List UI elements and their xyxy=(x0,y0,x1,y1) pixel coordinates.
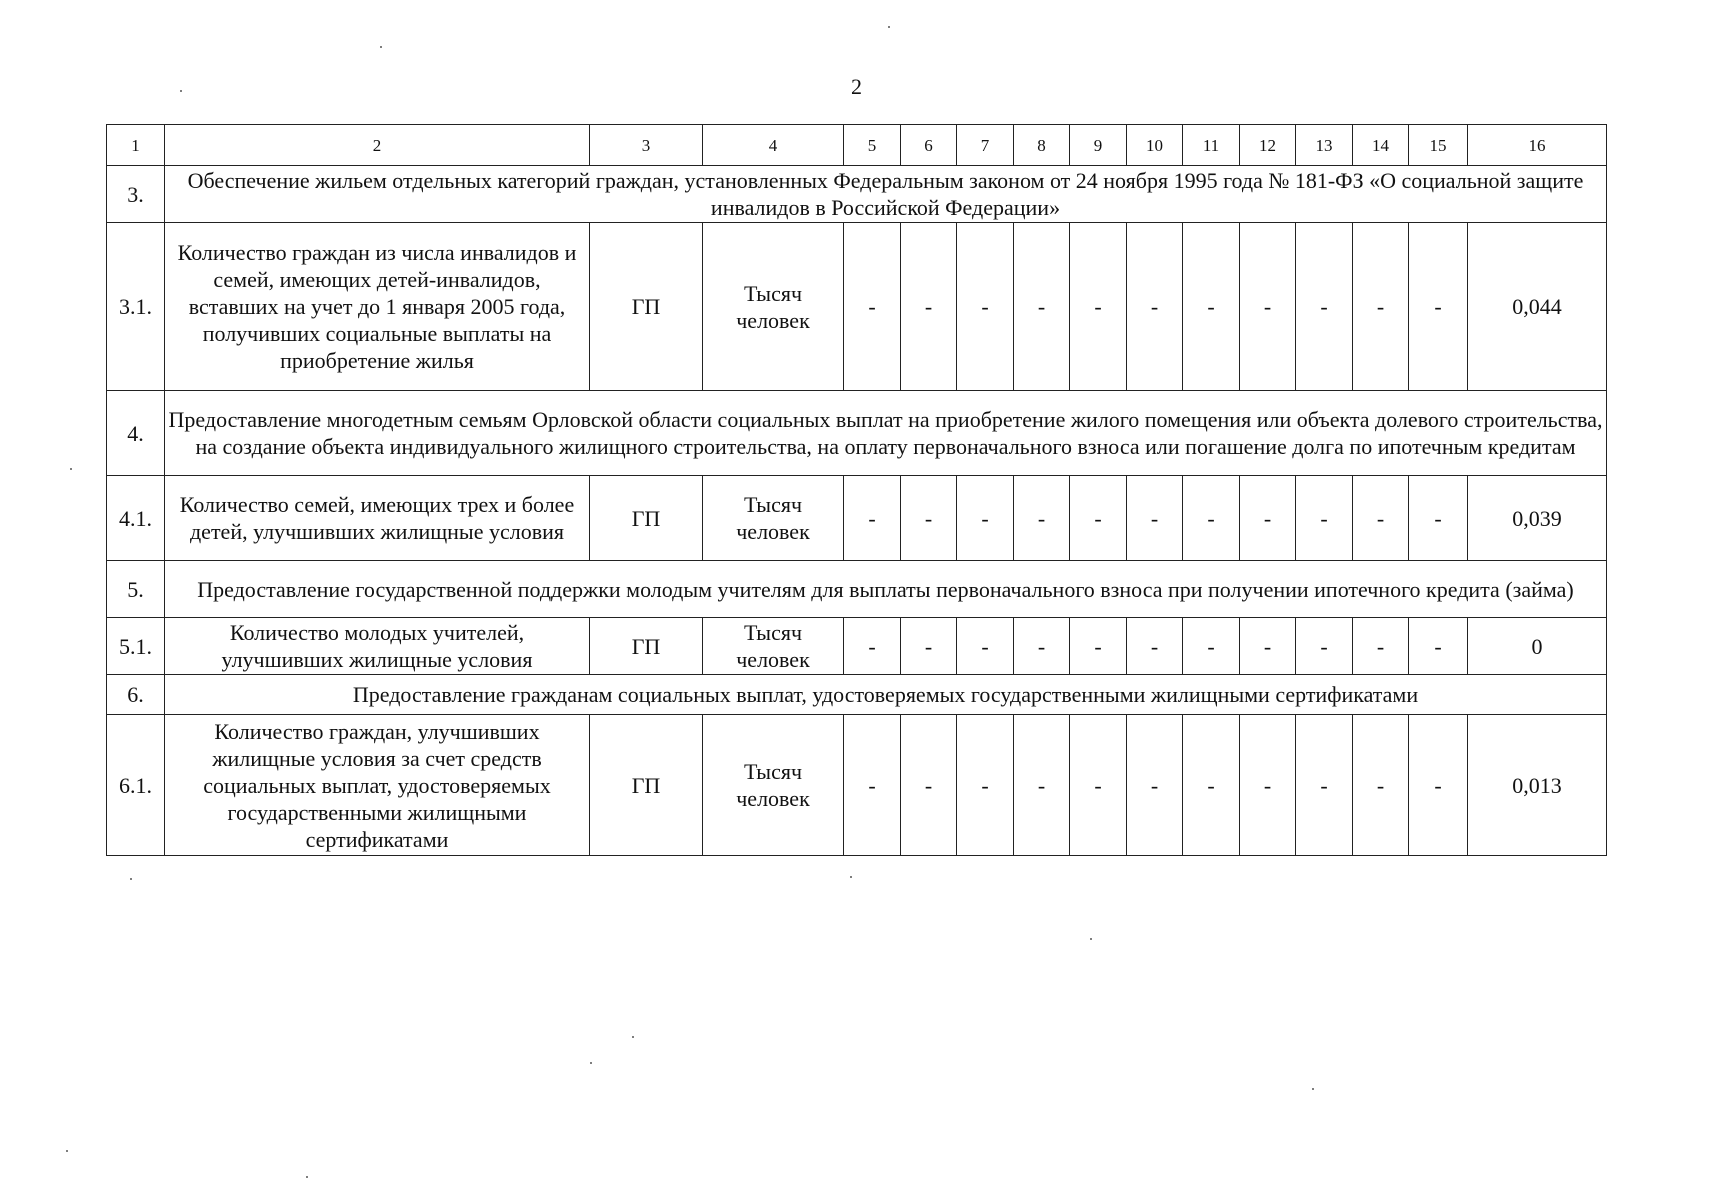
column-number-row xyxy=(107,125,1607,166)
indicator-number: 6.1. xyxy=(107,715,165,856)
indicator-number: 4.1. xyxy=(107,476,165,561)
section-row xyxy=(107,561,1607,618)
year-value: - xyxy=(1409,476,1468,561)
year-value: - xyxy=(1183,223,1240,391)
target-value: 0 xyxy=(1468,618,1607,675)
scan-speck xyxy=(850,876,852,878)
indicator-name: Количество граждан, улучшивших жилищные условия за счет средств социальных выплат, удостоверяемых государственными жилищными сертификатами xyxy=(165,715,590,856)
indicator-name: Количество граждан из числа инвалидов и семей, имеющих детей-инвалидов, вставших на учет до 1 января 2005 года, получивших социальные выплаты на приобретение жилья xyxy=(165,223,590,391)
year-value: - xyxy=(1127,223,1183,391)
scan-speck xyxy=(1312,1088,1314,1090)
year-value: - xyxy=(1409,715,1468,856)
scan-speck xyxy=(180,90,182,92)
column-number: 10 xyxy=(1127,125,1183,166)
year-value: - xyxy=(1014,476,1070,561)
year-value: - xyxy=(1296,715,1353,856)
section-row xyxy=(107,675,1607,715)
indicator-row xyxy=(107,476,1607,561)
year-value: - xyxy=(1070,476,1127,561)
column-number: 6 xyxy=(901,125,957,166)
indicator-unit: Тысяч человек xyxy=(703,618,844,675)
year-value: - xyxy=(1183,476,1240,561)
section-number: 4. xyxy=(107,391,165,476)
indicators-table xyxy=(106,124,1607,856)
year-value: - xyxy=(1240,715,1296,856)
section-number: 3. xyxy=(107,166,165,223)
indicator-name: Количество молодых учителей, улучшивших жилищные условия xyxy=(165,618,590,675)
scan-speck xyxy=(306,1176,308,1178)
target-value: 0,013 xyxy=(1468,715,1607,856)
section-row xyxy=(107,166,1607,223)
section-title: Предоставление государственной поддержки молодым учителям для выплаты первоначального взноса при получении ипотечного кредита (займа) xyxy=(165,561,1607,618)
year-value: - xyxy=(901,476,957,561)
column-number: 12 xyxy=(1240,125,1296,166)
section-title: Предоставление многодетным семьям Орловской области социальных выплат на приобретение жилого помещения или объекта долевого строительства, на создание объекта индивидуального жилищного строительства, на оплату первоначального взноса или погашение долга по ипотечным кредитам xyxy=(165,391,1607,476)
scan-speck xyxy=(70,468,72,470)
year-value: - xyxy=(901,715,957,856)
section-number: 6. xyxy=(107,675,165,715)
year-value: - xyxy=(844,476,901,561)
year-value: - xyxy=(1409,223,1468,391)
year-value: - xyxy=(957,476,1014,561)
year-value: - xyxy=(901,223,957,391)
column-number: 2 xyxy=(165,125,590,166)
section-title: Предоставление гражданам социальных выплат, удостоверяемых государственными жилищными сертификатами xyxy=(165,675,1607,715)
year-value: - xyxy=(901,618,957,675)
column-number: 13 xyxy=(1296,125,1353,166)
year-value: - xyxy=(1014,223,1070,391)
year-value: - xyxy=(1127,618,1183,675)
indicator-row xyxy=(107,618,1607,675)
year-value: - xyxy=(1070,715,1127,856)
year-value: - xyxy=(1127,476,1183,561)
indicator-source: ГП xyxy=(590,618,703,675)
scan-speck xyxy=(380,46,382,48)
section-row xyxy=(107,391,1607,476)
column-number: 8 xyxy=(1014,125,1070,166)
year-value: - xyxy=(1409,618,1468,675)
year-value: - xyxy=(1070,618,1127,675)
indicator-number: 5.1. xyxy=(107,618,165,675)
year-value: - xyxy=(1353,618,1409,675)
year-value: - xyxy=(1240,618,1296,675)
year-value: - xyxy=(844,715,901,856)
column-number: 14 xyxy=(1353,125,1409,166)
year-value: - xyxy=(1353,715,1409,856)
column-number: 9 xyxy=(1070,125,1127,166)
indicator-source: ГП xyxy=(590,223,703,391)
column-number: 5 xyxy=(844,125,901,166)
indicator-number: 3.1. xyxy=(107,223,165,391)
target-value: 0,044 xyxy=(1468,223,1607,391)
page-number: 2 xyxy=(851,74,862,99)
scan-speck xyxy=(632,1036,634,1038)
year-value: - xyxy=(844,618,901,675)
indicator-unit: Тысяч человек xyxy=(703,476,844,561)
year-value: - xyxy=(1127,715,1183,856)
year-value: - xyxy=(957,223,1014,391)
indicator-row xyxy=(107,715,1607,856)
column-number: 15 xyxy=(1409,125,1468,166)
year-value: - xyxy=(1296,618,1353,675)
year-value: - xyxy=(1070,223,1127,391)
section-number: 5. xyxy=(107,561,165,618)
indicator-name: Количество семей, имеющих трех и более детей, улучшивших жилищные условия xyxy=(165,476,590,561)
year-value: - xyxy=(1183,618,1240,675)
indicator-source: ГП xyxy=(590,476,703,561)
section-title: Обеспечение жильем отдельных категорий граждан, установленных Федеральным законом от 24 ноября 1995 года № 181-ФЗ «О социальной защите инвалидов в Российской Федерации» xyxy=(165,166,1607,223)
indicator-unit: Тысяч человек xyxy=(703,223,844,391)
target-value: 0,039 xyxy=(1468,476,1607,561)
year-value: - xyxy=(1296,223,1353,391)
column-number: 11 xyxy=(1183,125,1240,166)
column-number: 16 xyxy=(1468,125,1607,166)
column-number: 4 xyxy=(703,125,844,166)
column-number: 7 xyxy=(957,125,1014,166)
indicator-source: ГП xyxy=(590,715,703,856)
scan-speck xyxy=(590,1062,592,1064)
year-value: - xyxy=(1296,476,1353,561)
year-value: - xyxy=(1014,618,1070,675)
year-value: - xyxy=(1240,476,1296,561)
year-value: - xyxy=(844,223,901,391)
year-value: - xyxy=(1353,476,1409,561)
scan-speck xyxy=(1090,938,1092,940)
year-value: - xyxy=(1183,715,1240,856)
indicator-unit: Тысяч человек xyxy=(703,715,844,856)
year-value: - xyxy=(957,618,1014,675)
indicator-row xyxy=(107,223,1607,391)
column-number: 1 xyxy=(107,125,165,166)
year-value: - xyxy=(1353,223,1409,391)
column-number: 3 xyxy=(590,125,703,166)
scan-speck xyxy=(888,26,890,28)
year-value: - xyxy=(1240,223,1296,391)
scan-speck xyxy=(130,878,132,880)
year-value: - xyxy=(1014,715,1070,856)
scan-speck xyxy=(66,1150,68,1152)
year-value: - xyxy=(957,715,1014,856)
